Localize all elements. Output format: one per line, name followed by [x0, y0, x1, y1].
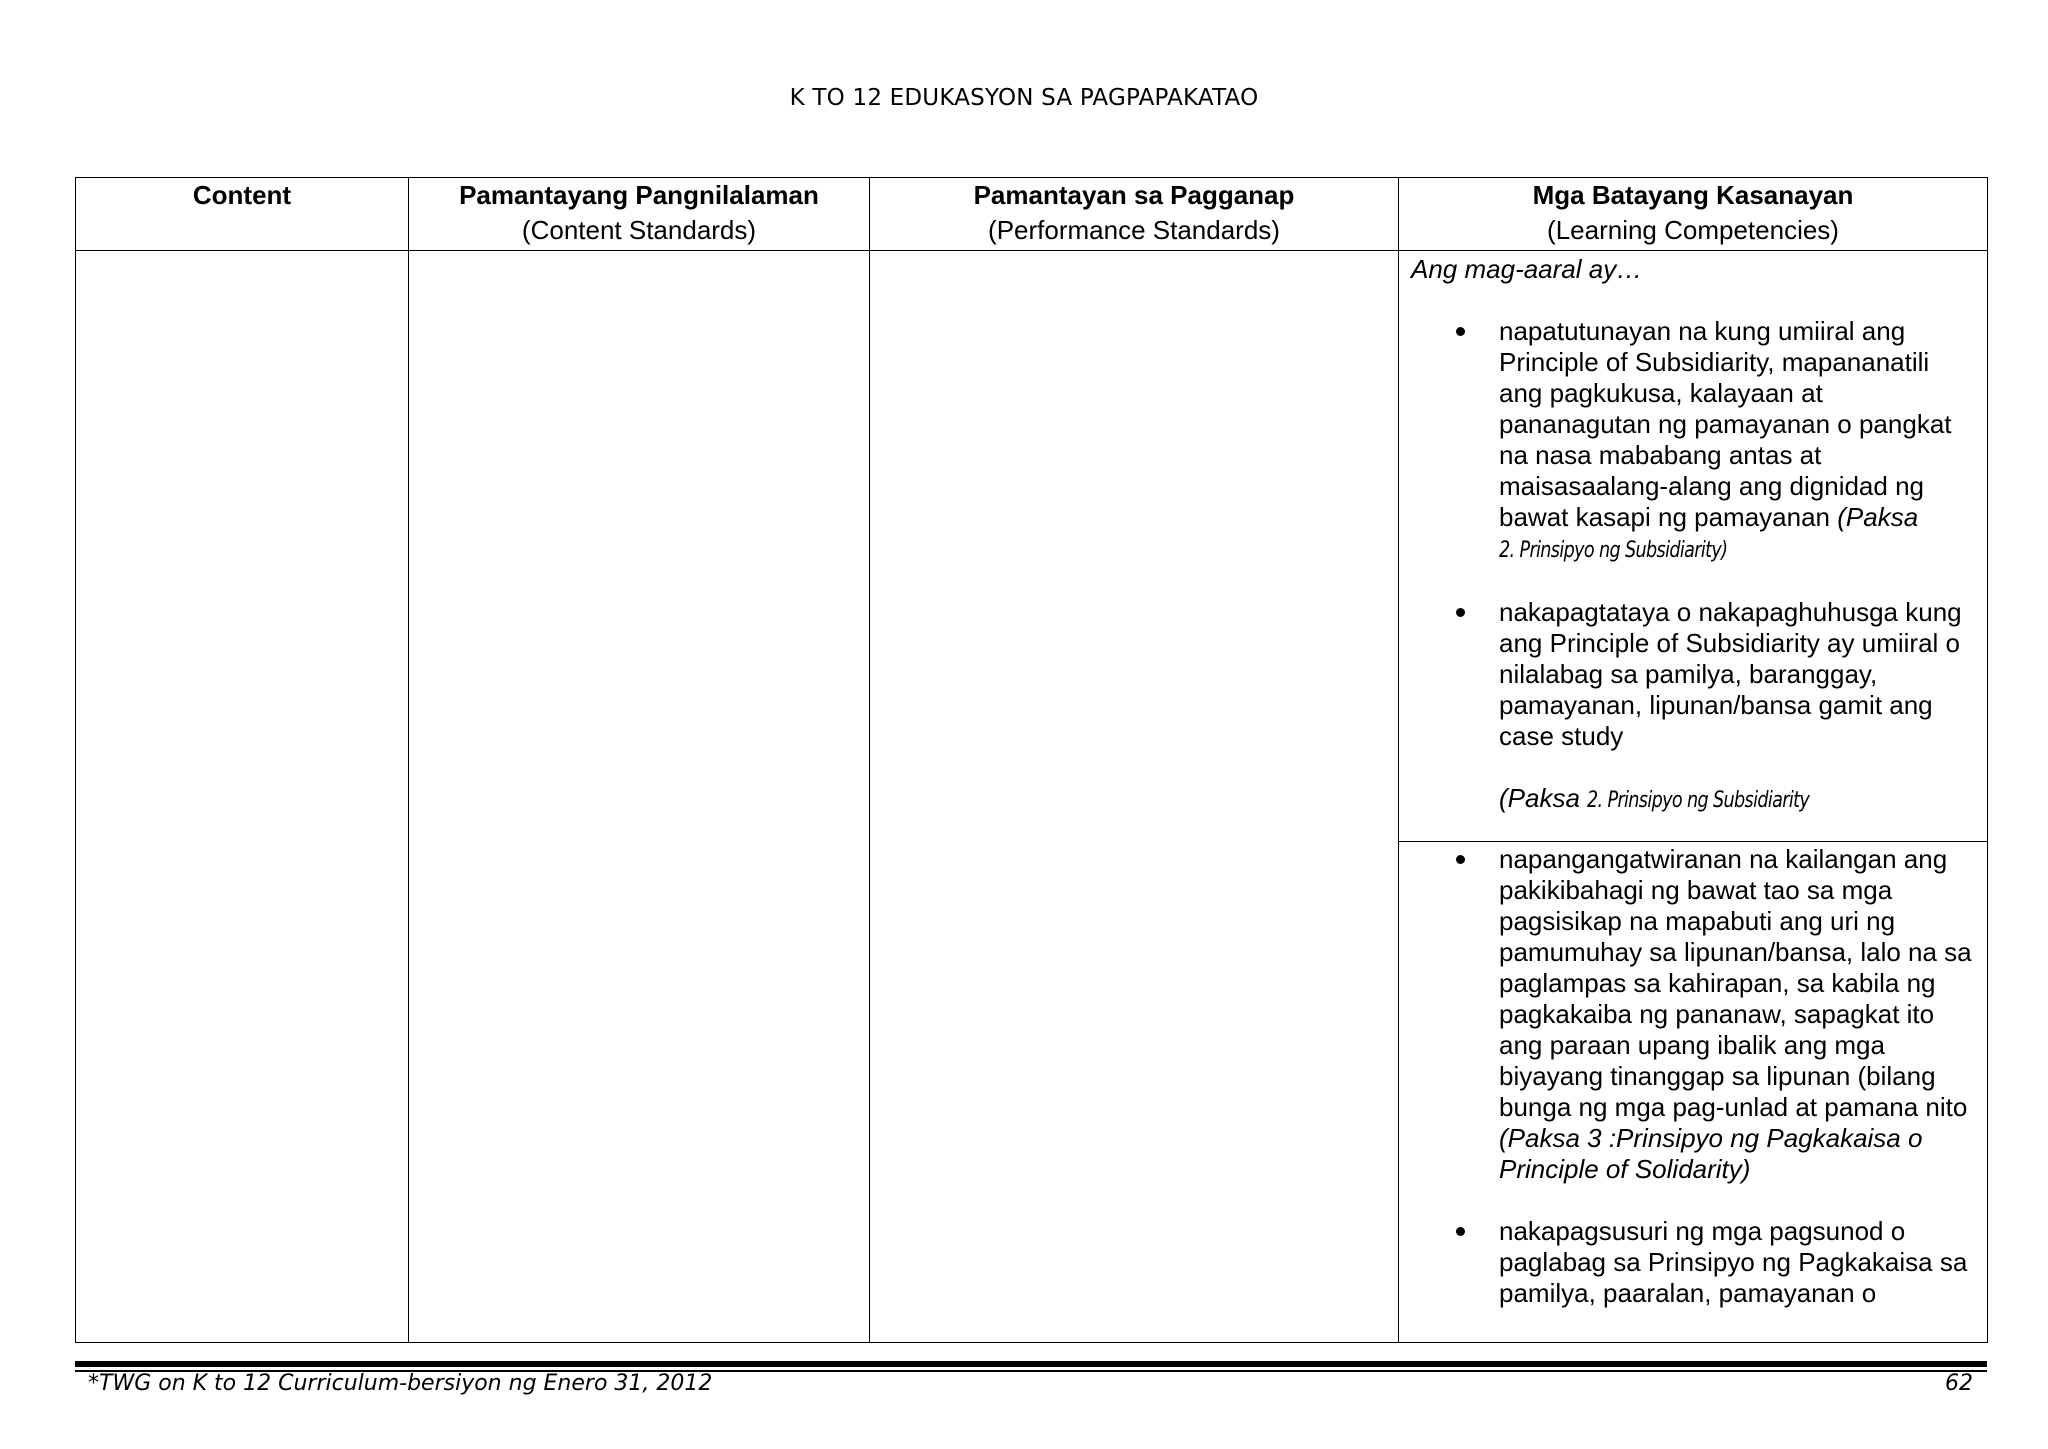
header-learning-competencies-title: Mga Batayang Kasanayan: [1532, 180, 1854, 210]
header-content-standards-title: Pamantayang Pangnilalaman: [459, 180, 819, 210]
competency-text: napangangatwiranan na kailangan ang pakikibahagi ng bawat tao sa mga pagsisikap na mapabuti ang uri ng pamumuhay sa lipunan/bansa, lalo na sa paglampas sa kahirapan, sa kabila ng pagkakaiba ng pananaw, sapagkat ito ang paraan upang ibalik ang mga biyayang tinanggap sa lipunan (bilang bunga ng mga pag-unlad at pamana nito: [1499, 844, 1972, 1122]
header-content: [76, 178, 409, 251]
competency-reference: 2. Prinsipyo ng Subsidiarity: [1587, 788, 1810, 813]
list-item: [1411, 316, 1973, 566]
footer-note: *TWG on K to 12 Curriculum-bersiyon ng Enero 31, 2012: [88, 1371, 713, 1396]
bullet-icon: [1456, 327, 1465, 336]
header-performance-standards-title: Pamantayan sa Pagganap: [973, 180, 1295, 210]
competency-reference-prefix: (Paksa: [1499, 783, 1580, 813]
competency-reference: (Paksa 3 :Prinsipyo ng Pagkakaisa o Principle of Solidarity): [1499, 1123, 1923, 1184]
bullet-icon: [1456, 1227, 1465, 1236]
footer-rule-thick: [75, 1361, 1987, 1367]
header-content-title: Content: [192, 180, 292, 210]
document-title: K TO 12 EDUKASYON SA PAGPAPAKATAO: [789, 85, 1259, 111]
list-item: [1411, 844, 1973, 1185]
bullet-icon: [1456, 608, 1465, 617]
competency-text: nakapagtataya o nakapaghuhusga kung ang Principle of Subsidiarity ay umiiral o nilalabag sa pamilya, baranggay, pamayanan, lipunan/bansa gamit ang case study: [1499, 597, 1962, 751]
header-performance-standards: [870, 178, 1399, 251]
competency-reference-prefix: (Paksa: [1837, 502, 1919, 532]
performance-standards-cell: [870, 251, 1399, 1343]
table-header-row: [76, 178, 1988, 251]
list-item: [1411, 597, 1973, 816]
header-performance-standards-subtitle: (Performance Standards): [988, 215, 1280, 245]
competency-text: napatutunayan na kung umiiral ang Principle of Subsidiarity, mapananatili ang pagkukusa, kalayaan at pananagutan ng pamayanan o pangkat na nasa mababang antas at maisasaalang-alang ang dignidad ng bawat kasapi ng pamayanan: [1499, 316, 1952, 532]
header-content-standards: [409, 178, 870, 251]
curriculum-table: [75, 177, 1988, 1343]
header-content-standards-subtitle: (Content Standards): [521, 215, 757, 245]
competency-reference: 2. Prinsipyo ng Subsidiarity): [1499, 538, 1728, 563]
header-learning-competencies: [1399, 178, 1988, 251]
list-item: [1411, 1216, 1973, 1309]
page-number: 62: [1945, 1371, 1973, 1396]
competency-text: nakapagsusuri ng mga pagsunod o paglabag sa Prinsipyo ng Pagkakaisa sa pamilya, paaralan, pamayanan o: [1499, 1216, 1968, 1308]
content-standards-cell: [409, 251, 870, 1343]
learning-competencies-cell-b: [1399, 842, 1988, 1343]
competencies-intro: Ang mag-aaral ay…: [1411, 254, 1643, 284]
learning-competencies-cell-a: [1399, 251, 1988, 842]
table-row: [76, 251, 1988, 842]
header-learning-competencies-subtitle: (Learning Competencies): [1547, 215, 1839, 245]
bullet-icon: [1456, 855, 1465, 864]
content-cell: [76, 251, 409, 1343]
